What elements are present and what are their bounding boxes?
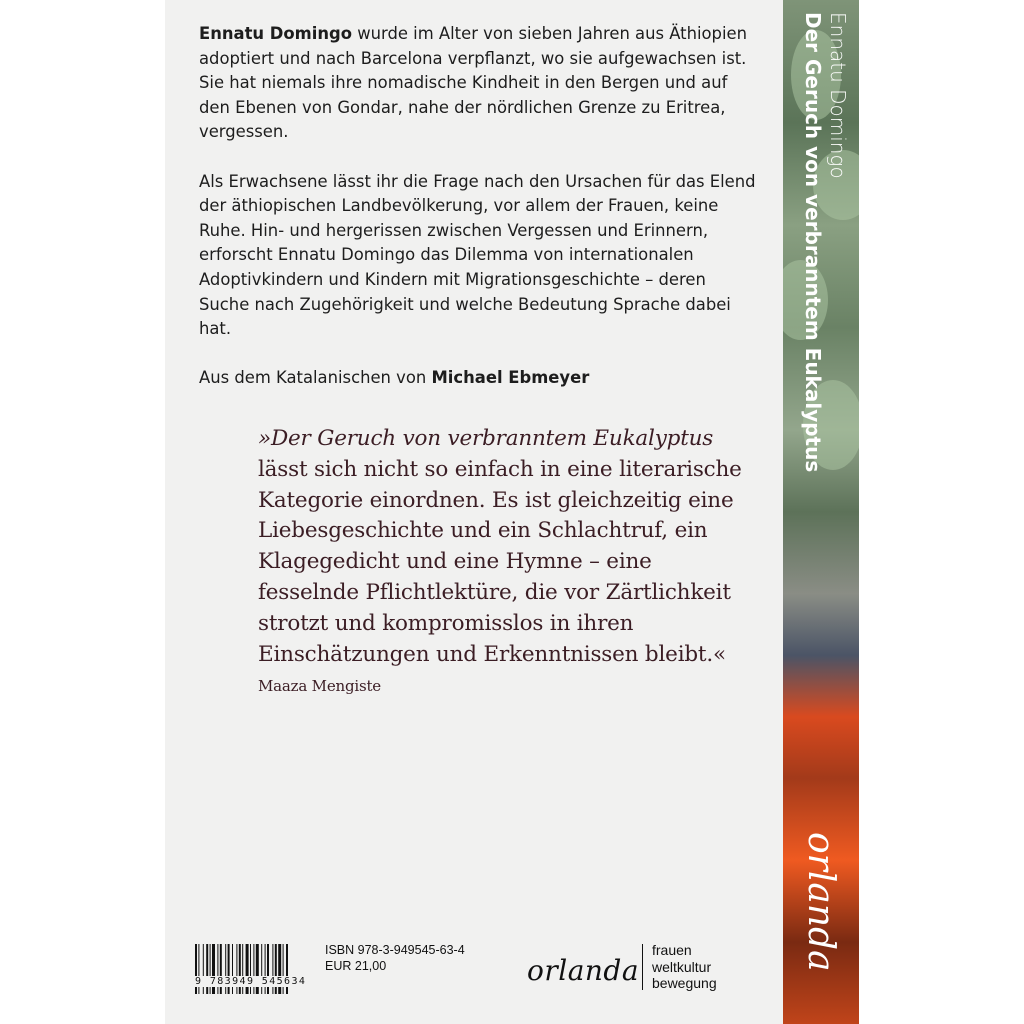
barcode-digits: 9 783949 545634	[195, 976, 319, 987]
spine-publisher: orlanda	[800, 832, 841, 972]
price: EUR 21,00	[325, 959, 387, 973]
spine-title	[800, 12, 850, 472]
translator-name: Michael Ebmeyer	[431, 368, 590, 388]
review-quote	[258, 424, 758, 702]
translator-credit: Aus dem Katalanischen von Michael Ebmeyer	[199, 368, 590, 388]
publisher-tagline	[652, 942, 717, 992]
tagline-line: frauen	[652, 942, 692, 958]
quote-text: lässt sich nicht so einfach in eine literarische Kategorie einordnen. Es ist gleichzeitig eine Liebesgeschichte und ein Schlachtruf, ein Klagegedicht und eine Hymne – eine fesselnde Pflichtlektüre, die vor Zärtlichkeit strotzt und kompromisslos in ihren Einschätzungen und Erkenntnissen bleibt.«	[258, 456, 742, 667]
spine-author: Ennatu Domingo	[826, 12, 850, 179]
spine-book-title: Der Geruch von verbranntem Eukalyptus	[801, 12, 825, 473]
blurb-paragraph-1: Ennatu Domingo wurde im Alter von sieben Jahren aus Äthiopien adoptiert und nach Barcelona verpflanzt, wo sie aufgewachsen ist. Sie hat niemals ihre nomadische Kindheit in den Bergen und auf den Ebenen von Gondar, nahe der nördlichen Grenze zu Eritrea, vergessen.	[199, 24, 747, 142]
publisher-logo: orlanda	[527, 954, 640, 987]
quote-book-title: »Der Geruch von verbranntem Eukalyptus	[258, 426, 714, 451]
tagline-line: weltkultur	[652, 958, 712, 975]
author-name: Ennatu Domingo	[199, 24, 353, 43]
blurb	[199, 22, 759, 416]
tagline-line: bewegung	[652, 975, 717, 991]
quote-attribution: Maaza Mengiste	[258, 677, 381, 696]
divider	[642, 944, 643, 990]
isbn-block	[325, 942, 465, 974]
blurb-paragraph-2: Als Erwachsene lässt ihr die Frage nach den Ursachen für das Elend der äthiopischen Landbevölkerung, vor allem der Frauen, keine Ruhe. Hin- und hergerissen zwischen Vergessen und Erinnern, erforscht Ennatu Domingo das Dilemma von internationalen Adoptivkindern und Kindern mit Migrationsgeschichte – deren Suche nach Zugehörigkeit und welche Bedeutung Sprache dabei hat.	[199, 171, 756, 339]
isbn-number: ISBN 978-3-949545-63-4	[325, 943, 465, 957]
